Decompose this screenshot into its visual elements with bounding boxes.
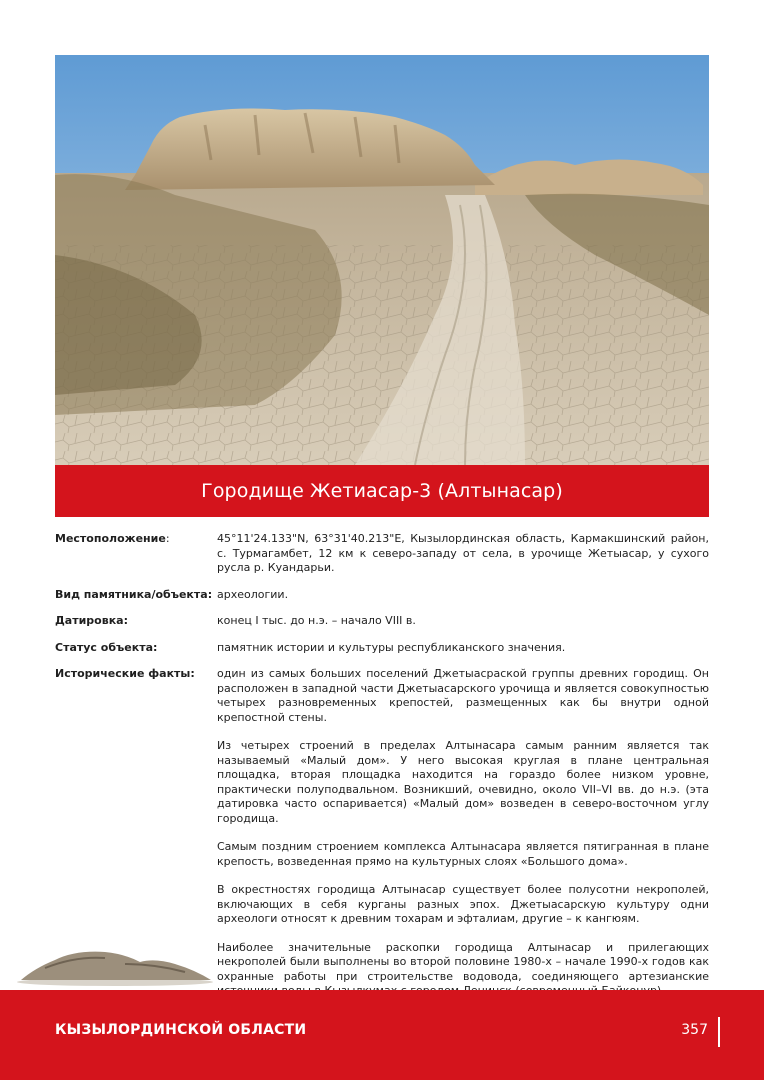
location-text: 45°11'24.133"N, 63°31'40.213"E, Кызылординская область, Кармакшинский район, с. Турмагамбет, 12 км к северо-западу от села, в урочище Жетыасар, у сухого русла р. Куандарьи. (217, 532, 709, 574)
page-number-divider (718, 1017, 720, 1047)
field-value (217, 641, 709, 656)
desert-landscape-image (55, 55, 709, 465)
type-text: археологии. (217, 587, 289, 601)
status-text: памятник истории и культуры республиканского значения. (217, 640, 566, 654)
field-type (55, 588, 710, 603)
dating-text: конец I тыс. до н.э. – начало VIII в. (217, 614, 416, 627)
history-paragraph: Наиболее значительные раскопки городища Алтынасар и прилегающих некрополей были выполнены во второй половине 1980-х – начале 1990-х годов как охранные работы при строительстве водовода, соединяющего артезианские (217, 940, 709, 983)
field-value (217, 667, 709, 999)
field-dating (55, 614, 710, 629)
field-location (55, 532, 710, 576)
field-label: Датировка: (55, 614, 128, 627)
history-paragraph: один из самых больших поселений Джетыасраской группы древних городищ. Он расположен в западной части Джетыасарского урочища и является совокупностью четырех разновременных крепостей, размещенных как бы внутри одной крепостной стены. (217, 667, 709, 724)
field-label: Местоположение: (55, 532, 170, 545)
history-paragraph: Из четырех строений в пределах Алтынасара самым ранним является так называемый «Малый дом». У него высокая круглая в плане центральная площадка, вторая площадка находится на гораздо более низком уровне, практически полуподвальном. Возникший, очевидно, около VII–VI вв. до н.э. (эта датировка часто оспаривается) «Малый дом» возведен в северо-восточном углу городища. (217, 739, 709, 825)
monument-photo (55, 55, 709, 465)
field-value (217, 588, 709, 603)
page-number: 357 (681, 1022, 708, 1038)
field-value (217, 614, 709, 629)
page-footer (0, 990, 764, 1080)
footer-region: КЫЗЫЛОРДИНСКОЙ ОБЛАСТИ (55, 1022, 307, 1038)
history-paragraph: В окрестностях городища Алтынасар существует более полусотни некрополей, включающих в себя курганы разных эпох. Джетыасарскую культуру одни археологи относят к древним тохарам и эфталиам, другие – к кангюям. (217, 883, 709, 925)
field-label: Исторические факты: (55, 667, 195, 680)
monument-title-bar (55, 465, 709, 517)
field-label: Вид памятника/объекта: (55, 587, 213, 601)
field-status (55, 641, 710, 656)
field-value (217, 532, 709, 576)
history-paragraph: Самым поздним строением комплекса Алтынасара является пятигранная в плане крепость, возведенная прямо на культурных слоях «Большого дома». (217, 840, 709, 868)
field-label: Статус объекта: (55, 640, 158, 654)
monument-title: Городище Жетиасар-3 (Алтынасар) (201, 480, 563, 502)
decorative-hill-icon (15, 938, 215, 986)
